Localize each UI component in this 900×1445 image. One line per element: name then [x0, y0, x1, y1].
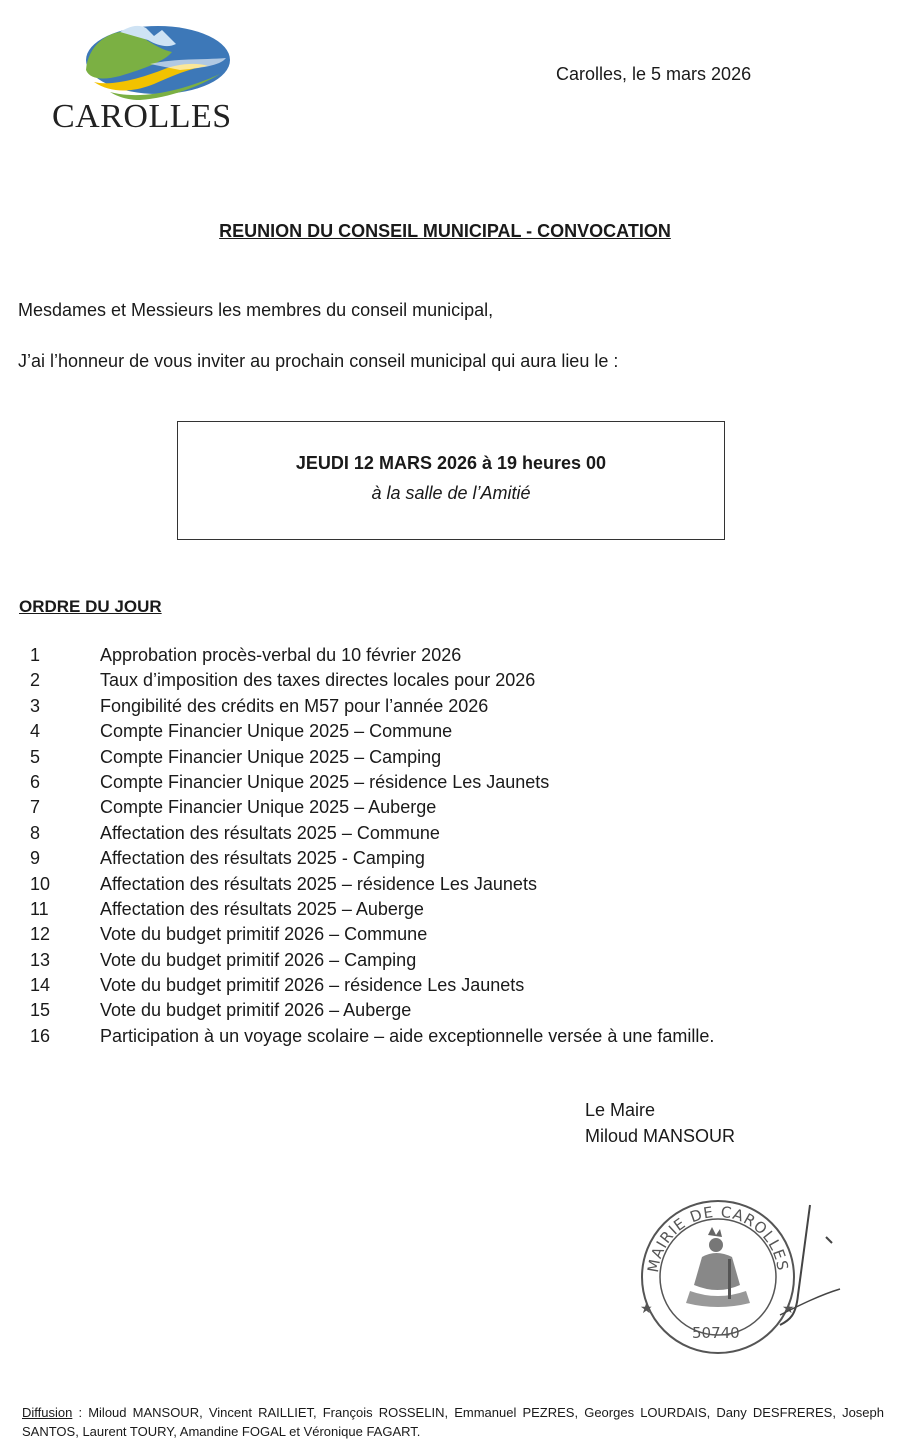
stamp-seal-icon — [630, 1195, 860, 1355]
diffusion-label: Diffusion — [22, 1405, 73, 1420]
agenda-item — [18, 823, 878, 848]
svg-text:★: ★ — [640, 1300, 653, 1316]
agenda-item-number: 15 — [30, 1000, 51, 1021]
salutation: Mesdames et Messieurs les membres du conseil municipal, — [18, 300, 494, 320]
official-stamp — [630, 1195, 860, 1355]
agenda-item-text: Vote du budget primitif 2026 – Camping — [100, 949, 417, 970]
signature-name: Miloud MANSOUR — [585, 1126, 736, 1146]
agenda-item — [18, 721, 878, 746]
carolles-logo-icon — [80, 22, 230, 102]
agenda-item-text: Approbation procès-verbal du 10 février 2026 — [100, 645, 462, 665]
agenda-item-number: 3 — [30, 695, 41, 716]
meeting-datetime: JEUDI 12 MARS 2026 à 19 heures 00 — [295, 453, 607, 473]
agenda-item-number: 12 — [30, 924, 51, 945]
agenda-item-text: Affectation des résultats 2025 – Commune — [100, 822, 440, 843]
agenda-item — [18, 874, 878, 899]
agenda-item — [18, 950, 878, 975]
agenda-item-number: 16 — [30, 1025, 51, 1046]
agenda-item — [18, 899, 878, 924]
agenda-heading: ORDRE DU JOUR — [19, 597, 162, 616]
agenda-item — [18, 1000, 878, 1025]
agenda-item-number: 9 — [30, 848, 41, 869]
agenda-item-text: Vote du budget primitif 2026 – résidence Les Jaunets — [100, 975, 525, 996]
agenda-item-number: 10 — [30, 873, 51, 894]
svg-text:50740: 50740 — [692, 1324, 740, 1342]
agenda-item-text: Compte Financier Unique 2025 – Commune — [100, 721, 453, 742]
agenda-item-text: Affectation des résultats 2025 - Camping — [100, 848, 425, 869]
agenda-item-text: Affectation des résultats 2025 – résidence Les Jaunets — [100, 873, 537, 894]
agenda-item-number: 7 — [30, 797, 41, 818]
agenda-item-text: Fongibilité des crédits en M57 pour l’année 2026 — [100, 695, 489, 716]
invitation-text: J’ai l’honneur de vous inviter au prochain conseil municipal qui aura lieu le : — [18, 351, 619, 371]
agenda-item-number: 1 — [30, 645, 41, 665]
agenda-item-text: Affectation des résultats 2025 – Auberge — [100, 898, 424, 919]
agenda-item — [18, 797, 878, 822]
agenda-item — [18, 670, 878, 695]
agenda-item — [18, 924, 878, 949]
agenda-item — [18, 747, 878, 772]
carolles-logo — [50, 22, 240, 142]
svg-text:★: ★ — [782, 1300, 795, 1316]
meeting-box — [177, 421, 725, 540]
agenda-item — [18, 772, 878, 797]
agenda-item-number: 11 — [30, 898, 49, 919]
agenda-item-text: Compte Financier Unique 2025 – résidence Les Jaunets — [100, 771, 550, 792]
page-title: REUNION DU CONSEIL MUNICIPAL - CONVOCATION — [219, 221, 671, 241]
agenda-item-text: Vote du budget primitif 2026 – Commune — [100, 924, 428, 945]
agenda-item — [18, 696, 878, 721]
agenda-item-number: 2 — [30, 670, 41, 691]
agenda-item-text: Taux d’imposition des taxes directes locales pour 2026 — [100, 670, 536, 691]
agenda-list — [18, 645, 878, 1051]
document-date: Carolles, le 5 mars 2026 — [556, 64, 752, 84]
meeting-location: à la salle de l’Amitié — [371, 483, 531, 503]
agenda-item-number: 5 — [30, 746, 41, 767]
agenda-item-number: 8 — [30, 822, 41, 843]
logo-text: CAROLLES — [52, 98, 232, 135]
agenda-item — [18, 975, 878, 1000]
agenda-item-text: Compte Financier Unique 2025 – Auberge — [100, 797, 437, 818]
diffusion-names: : Miloud MANSOUR, Vincent RAILLIET, François ROSSELIN, Emmanuel PEZRES, Georges LOURDAIS, Dany DESFRERES, Joseph SANTOS, Laurent TOURY, Amandine FOGAL et Véronique FAGART. — [22, 1405, 884, 1439]
agenda-item-text: Participation à un voyage scolaire – aide exceptionnelle versée à une famille. — [100, 1025, 715, 1046]
svg-text:MAIRIE DE CAROLLES: MAIRIE DE CAROLLES — [643, 1202, 792, 1274]
signature-role: Le Maire — [585, 1100, 656, 1120]
diffusion-list — [22, 1403, 884, 1441]
agenda-item — [18, 1026, 878, 1051]
agenda-item-text: Vote du budget primitif 2026 – Auberge — [100, 1000, 412, 1021]
agenda-item-number: 4 — [30, 721, 41, 742]
agenda-item — [18, 848, 878, 873]
agenda-item-number: 14 — [30, 975, 51, 996]
agenda-item-text: Compte Financier Unique 2025 – Camping — [100, 746, 442, 767]
agenda-item-number: 13 — [30, 949, 51, 970]
agenda-item — [18, 645, 878, 670]
agenda-item-number: 6 — [30, 771, 41, 792]
